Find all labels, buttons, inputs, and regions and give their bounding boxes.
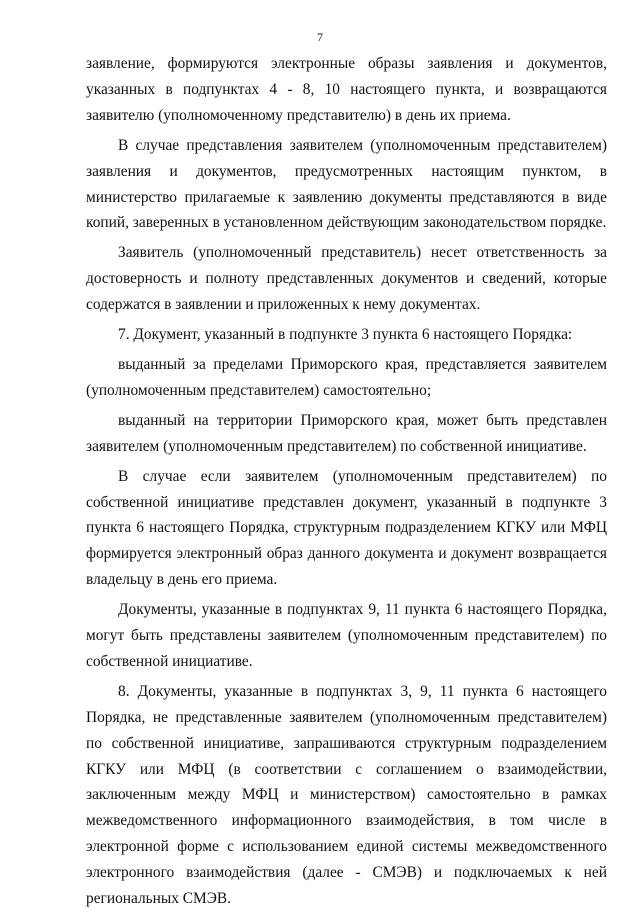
paragraph: В случае если заявителем (уполномоченным представителем) по собственной инициативе представлен документ, указанный в подпункте 3 пункта 6 настоящего Порядка, структурным подразделением КГКУ или МФЦ формируется электронный образ данного документа и документ возвращается владельцу в день его приема. [86,467,607,589]
paragraph: 8. Документы, указанные в подпунктах 3, 9, 11 пункта 6 настоящего Порядка, не представленные заявителем (уполномоченным представителем) по собственной инициативе, запрашиваются структурным подразделением КГКУ или МФЦ (в соответствии с соглашением о взаимодействии, заключенным между МФЦ и министерством) самостоятельно в рамках межведомственного информационного взаимодействия, в том числе в электронной форме с использованием единой системы межведомственного электронного взаимодействия (далее - СМЭВ) и подключаемых к ней региональных СМЭВ. [86,682,607,908]
paragraph: 7. Документ, указанный в подпункте 3 пункта 6 настоящего Порядка: [118,326,573,344]
paragraph: выданный на территории Приморского края, может быть представлен заявителем (уполномоченным представителем) по собственной инициативе. [86,411,607,455]
document-body [86,51,607,912]
page-number: 7 [317,30,323,44]
paragraph: выданный за пределами Приморского края, представляется заявителем (уполномоченным представителем) самостоятельно; [86,355,607,399]
paragraph: Документы, указанные в подпунктах 9, 11 пункта 6 настоящего Порядка, могут быть представлены заявителем (уполномоченным представителем) по собственной инициативе. [86,601,607,670]
paragraph: Заявитель (уполномоченный представитель) несет ответственность за достоверность и полноту представленных документов и сведений, которые содержатся в заявлении и приложенных к нему документах. [86,244,607,314]
paragraph-continuation: заявление, формируются электронные образы заявления и документов, указанных в подпунктах 4 - 8, 10 настоящего пункта, и возвращаются заявителю (уполномоченному представителю) в день их приема. [86,55,607,124]
paragraph: В случае представления заявителем (уполномоченным представителем) заявления и документов, предусмотренных настоящим пунктом, в министерство прилагаемые к заявлению документы представляются в виде копий, заверенных в установленном действующим законодательством порядке. [86,136,607,232]
